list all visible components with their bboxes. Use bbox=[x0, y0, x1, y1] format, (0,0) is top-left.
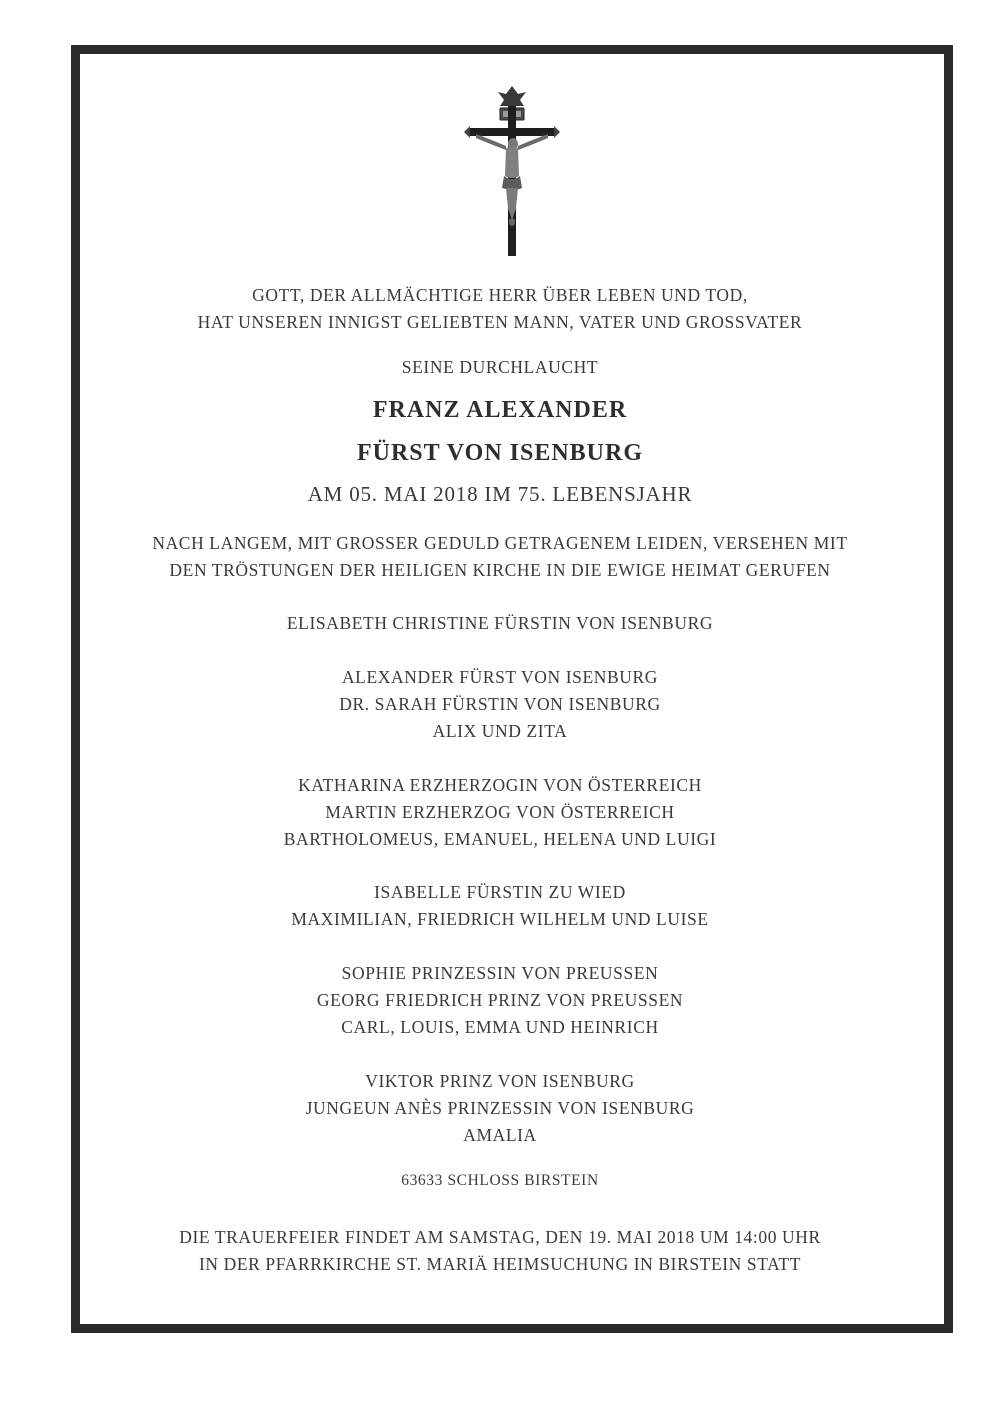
funeral-line-2: IN DER PFARRKIRCHE ST. MARIÄ HEIMSUCHUNG IN BIRSTEIN STATT bbox=[198, 1254, 801, 1274]
family-member: ALEXANDER FÜRST VON ISENBURG bbox=[341, 667, 659, 687]
family-member: GEORG FRIEDRICH PRINZ VON PREUSSEN bbox=[316, 990, 684, 1010]
family-member: ALIX UND ZITA bbox=[432, 721, 568, 741]
family-member: AMALIA bbox=[463, 1125, 537, 1145]
honorific: SEINE DURCHLAUCHT bbox=[401, 357, 599, 377]
crucifix-icon bbox=[462, 84, 562, 258]
death-date: AM 05. MAI 2018 IM 75. LEBENSJAHR bbox=[307, 482, 693, 506]
family-member: MARTIN ERZHERZOG VON ÖSTERREICH bbox=[325, 802, 675, 822]
family-member: SOPHIE PRINZESSIN VON PREUSSEN bbox=[341, 963, 659, 983]
family-member: ISABELLE FÜRSTIN ZU WIED bbox=[374, 882, 626, 902]
family-member: KATHARINA ERZHERZOGIN VON ÖSTERREICH bbox=[298, 775, 702, 795]
family-member: CARL, LOUIS, EMMA UND HEINRICH bbox=[341, 1017, 659, 1037]
passage-line-2: DEN TRÖSTUNGEN DER HEILIGEN KIRCHE IN DIE EWIGE HEIMAT GERUFEN bbox=[169, 560, 831, 580]
family-member: MAXIMILIAN, FRIEDRICH WILHELM UND LUISE bbox=[291, 909, 709, 929]
family-member: VIKTOR PRINZ VON ISENBURG bbox=[365, 1071, 635, 1091]
family-member: BARTHOLOMEUS, EMANUEL, HELENA UND LUIGI bbox=[283, 829, 717, 849]
family-member: JUNGEUN ANÈS PRINZESSIN VON ISENBURG bbox=[305, 1098, 695, 1118]
passage-line-1: NACH LANGEM, MIT GROSSER GEDULD GETRAGENEM LEIDEN, VERSEHEN MIT bbox=[152, 533, 848, 553]
opening-line-2: HAT UNSEREN INNIGST GELIEBTEN MANN, VATER UND GROSSVATER bbox=[197, 312, 803, 332]
funeral-line-1: DIE TRAUERFEIER FINDET AM SAMSTAG, DEN 19. MAI 2018 UM 14:00 UHR bbox=[179, 1227, 821, 1247]
opening-line-1: GOTT, DER ALLMÄCHTIGE HERR ÜBER LEBEN UND TOD, bbox=[252, 285, 748, 305]
family-member: DR. SARAH FÜRSTIN VON ISENBURG bbox=[339, 694, 661, 714]
address: 63633 SCHLOSS BIRSTEIN bbox=[401, 1172, 599, 1189]
deceased-given-names: FRANZ ALEXANDER bbox=[372, 397, 628, 423]
deceased-title: FÜRST VON ISENBURG bbox=[356, 440, 644, 466]
family-widow: ELISABETH CHRISTINE FÜRSTIN VON ISENBURG bbox=[286, 613, 714, 633]
